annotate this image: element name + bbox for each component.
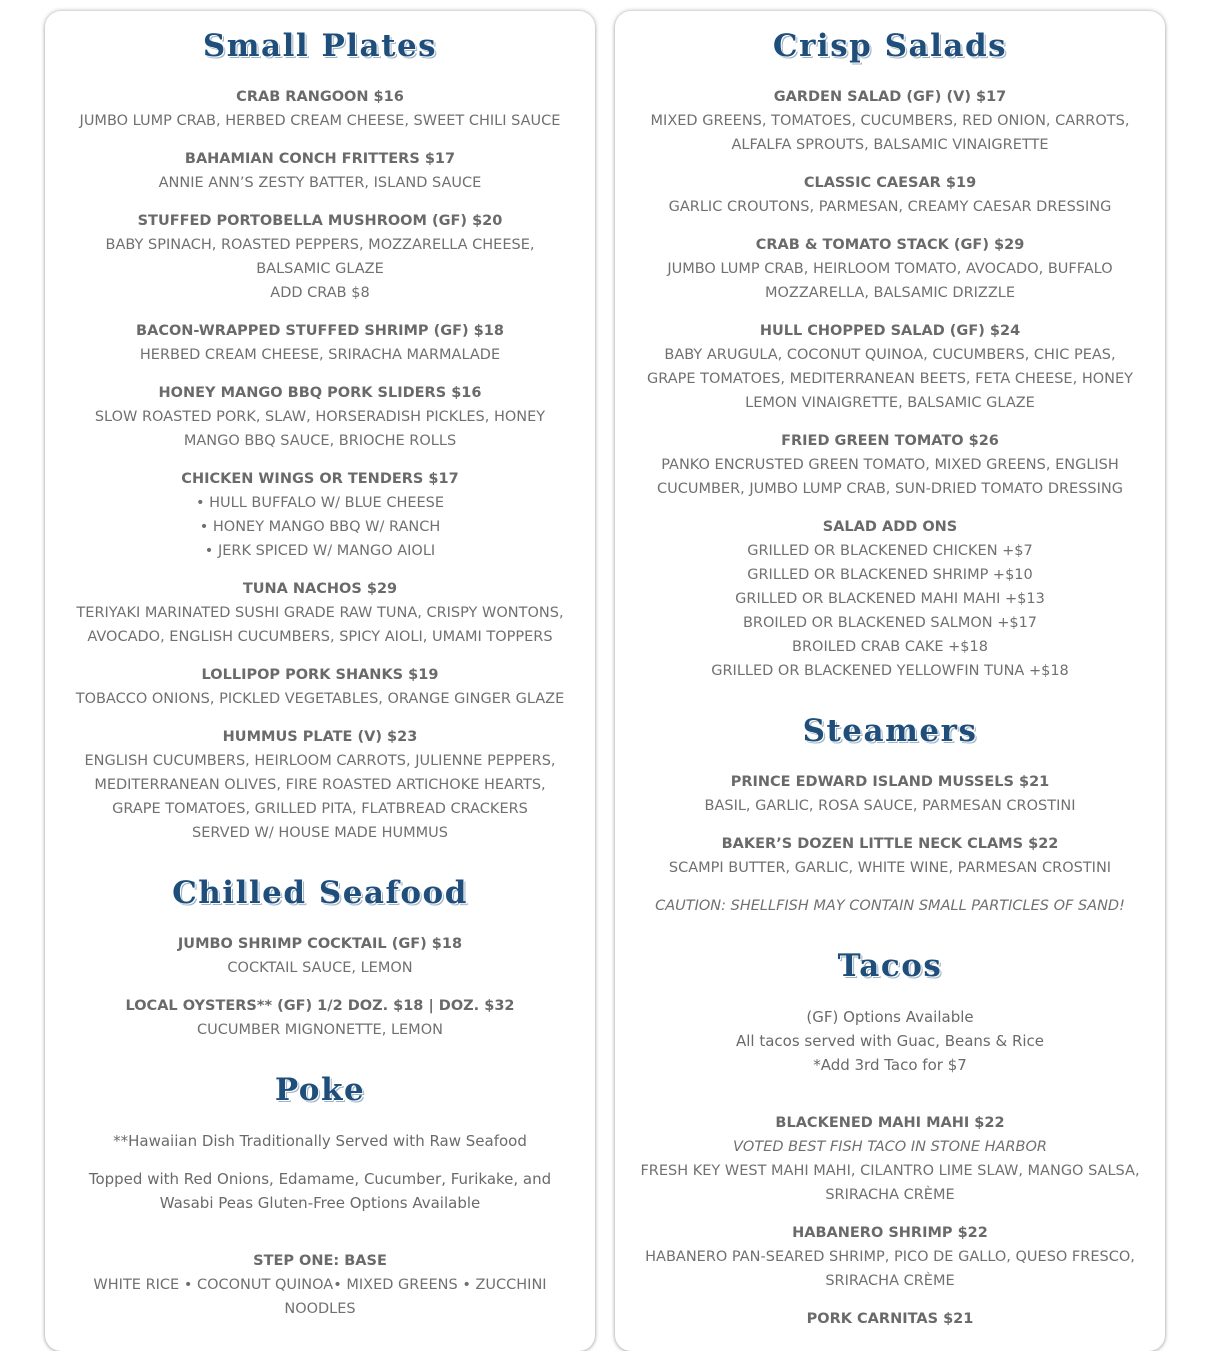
menu-item — [63, 932, 577, 980]
item-name: CRAB RANGOON $16 — [236, 89, 404, 105]
item-name: CHICKEN WINGS OR TENDERS $17 — [181, 471, 459, 487]
item-name: LOLLIPOP PORK SHANKS $19 — [201, 667, 439, 683]
item-description: CUCUMBER MIGNONETTE, LEMON — [197, 1022, 443, 1038]
item-description: MOZZARELLA, BALSAMIC DRIZZLE — [764, 285, 1016, 301]
step-options: WHITE RICE • COCONUT QUINOA• MIXED GREENS • ZUCCHINI — [93, 1277, 547, 1293]
item-option: • JERK SPICED W/ MANGO AIOLI — [204, 543, 436, 559]
item-name: GARDEN SALAD (GF) (V) $17 — [773, 89, 1007, 105]
item-name: HULL CHOPPED SALAD (GF) $24 — [759, 323, 1021, 339]
item-description: MANGO BBQ SAUCE, BRIOCHE ROLLS — [183, 433, 457, 449]
item-description: ENGLISH CUCUMBERS, HEIRLOOM CARROTS, JULIENNE PEPPERS, — [84, 753, 556, 769]
item-description: PANKO ENCRUSTED GREEN TOMATO, MIXED GREENS, ENGLISH — [661, 457, 1119, 473]
item-name: HABANERO SHRIMP $22 — [792, 1225, 988, 1241]
item-description: SLOW ROASTED PORK, SLAW, HORSERADISH PICKLES, HONEY — [94, 409, 546, 425]
item-description: BABY SPINACH, ROASTED PEPPERS, MOZZARELLA CHEESE, — [105, 237, 535, 253]
tacos-info-line: (GF) Options Available — [806, 1008, 974, 1026]
item-description: CUCUMBER, JUMBO LUMP CRAB, SUN-DRIED TOMATO DRESSING — [656, 481, 1123, 497]
poke-heading: Poke — [274, 1072, 366, 1108]
add-on-option: GRILLED OR BLACKENED CHICKEN +$7 — [747, 543, 1033, 559]
item-description: BABY ARUGULA, COCONUT QUINOA, CUCUMBERS, CHIC PEAS, — [664, 347, 1116, 363]
item-description: AVOCADO, ENGLISH CUCUMBERS, SPICY AIOLI, UMAMI TOPPERS — [87, 629, 553, 645]
menu-item — [633, 770, 1147, 818]
small-plates-heading: Small Plates — [202, 28, 438, 64]
tacos-info-line: All tacos served with Guac, Beans & Rice — [735, 1032, 1045, 1050]
spacer — [63, 1229, 577, 1249]
item-description: GARLIC CROUTONS, PARMESAN, CREAMY CAESAR DRESSING — [668, 199, 1112, 215]
poke-intro: **Hawaiian Dish Traditionally Served with Raw Seafood — [113, 1132, 527, 1150]
menu-item — [63, 467, 577, 563]
tacos-heading: Tacos — [837, 948, 943, 984]
menu-item — [63, 85, 577, 133]
menu-item — [63, 381, 577, 453]
menu-item — [633, 429, 1147, 501]
item-description: GRAPE TOMATOES, GRILLED PITA, FLATBREAD CRACKERS — [112, 801, 528, 817]
item-description: SERVED W/ HOUSE MADE HUMMUS — [192, 825, 448, 841]
item-name: SALAD ADD ONS — [822, 519, 958, 535]
menu-item — [63, 319, 577, 367]
item-name: TUNA NACHOS $29 — [242, 581, 398, 597]
item-name: BAHAMIAN CONCH FRITTERS $17 — [184, 151, 456, 167]
item-description: HABANERO PAN-SEARED SHRIMP, PICO DE GALLO, QUESO FRESCO, — [645, 1249, 1135, 1265]
salad-add-ons — [633, 515, 1147, 683]
shellfish-caution: CAUTION: SHELLFISH MAY CONTAIN SMALL PARTICLES OF SAND! — [655, 898, 1125, 914]
item-description: COCKTAIL SAUCE, LEMON — [227, 960, 413, 976]
step-options: NOODLES — [284, 1301, 356, 1317]
item-description: BASIL, GARLIC, ROSA SAUCE, PARMESAN CROSTINI — [704, 798, 1076, 814]
item-description: SRIRACHA CRÈME — [825, 1273, 955, 1289]
add-on-option: BROILED CRAB CAKE +$18 — [792, 639, 988, 655]
crisp-salads-heading: Crisp Salads — [772, 28, 1008, 64]
menu-item — [63, 209, 577, 305]
tacos-info — [633, 1005, 1147, 1077]
item-description: SCAMPI BUTTER, GARLIC, WHITE WINE, PARMESAN CROSTINI — [668, 860, 1112, 876]
menu-item — [633, 1221, 1147, 1293]
item-name: CRAB & TOMATO STACK (GF) $29 — [755, 237, 1025, 253]
item-name: STUFFED PORTOBELLA MUSHROOM (GF) $20 — [137, 213, 503, 229]
item-name: LOCAL OYSTERS** (GF) 1/2 DOZ. $18 | DOZ. $32 — [125, 998, 515, 1014]
item-description: SRIRACHA CRÈME — [825, 1187, 955, 1203]
menu-card-right — [615, 11, 1165, 1351]
item-description: ALFALFA SPROUTS, BALSAMIC VINAIGRETTE — [731, 137, 1049, 153]
item-description: HERBED CREAM CHEESE, SRIRACHA MARMALADE — [139, 347, 501, 363]
item-description: MIXED GREENS, TOMATOES, CUCUMBERS, RED ONION, CARROTS, — [650, 113, 1130, 129]
item-description: TOBACCO ONIONS, PICKLED VEGETABLES, ORANGE GINGER GLAZE — [75, 691, 565, 707]
item-option: • HULL BUFFALO W/ BLUE CHEESE — [195, 495, 445, 511]
add-on-option: BROILED OR BLACKENED SALMON +$17 — [742, 615, 1038, 631]
menu-item — [63, 663, 577, 711]
item-description: GRAPE TOMATOES, MEDITERRANEAN BEETS, FETA CHEESE, HONEY — [646, 371, 1133, 387]
steamers-heading: Steamers — [802, 713, 978, 749]
item-description: JUMBO LUMP CRAB, HERBED CREAM CHEESE, SWEET CHILI SAUCE — [79, 113, 561, 129]
spacer — [633, 1091, 1147, 1111]
poke-toppings-line: Topped with Red Onions, Edamame, Cucumber, Furikake, and — [88, 1170, 552, 1188]
menu-item — [633, 832, 1147, 880]
menu-item — [63, 1249, 577, 1321]
chilled-seafood-heading: Chilled Seafood — [172, 875, 468, 911]
item-description: TERIYAKI MARINATED SUSHI GRADE RAW TUNA, CRISPY WONTONS, — [76, 605, 564, 621]
item-name: JUMBO SHRIMP COCKTAIL (GF) $18 — [177, 936, 463, 952]
add-on-option: GRILLED OR BLACKENED YELLOWFIN TUNA +$18 — [711, 663, 1069, 679]
menu-item — [633, 1111, 1147, 1207]
add-on-option: GRILLED OR BLACKENED MAHI MAHI +$13 — [735, 591, 1045, 607]
item-description: LEMON VINAIGRETTE, BALSAMIC GLAZE — [745, 395, 1035, 411]
menu-item — [633, 233, 1147, 305]
poke-toppings — [63, 1167, 577, 1215]
tacos-info-line: *Add 3rd Taco for $7 — [813, 1056, 967, 1074]
item-description: FRESH KEY WEST MAHI MAHI, CILANTRO LIME SLAW, MANGO SALSA, — [640, 1163, 1140, 1179]
item-name: FRIED GREEN TOMATO $26 — [781, 433, 999, 449]
item-name: BLACKENED MAHI MAHI $22 — [775, 1115, 1005, 1131]
item-description: BALSAMIC GLAZE — [256, 261, 384, 277]
menu-item — [633, 319, 1147, 415]
menu-item — [633, 85, 1147, 157]
menu-item — [63, 725, 577, 845]
item-name: HUMMUS PLATE (V) $23 — [222, 729, 418, 745]
item-name: PORK CARNITAS $21 — [806, 1311, 974, 1327]
menu-item — [633, 1307, 1147, 1331]
item-name: BAKER’S DOZEN LITTLE NECK CLAMS $22 — [721, 836, 1059, 852]
item-description: MEDITERRANEAN OLIVES, FIRE ROASTED ARTICHOKE HEARTS, — [94, 777, 546, 793]
item-name: PRINCE EDWARD ISLAND MUSSELS $21 — [730, 774, 1050, 790]
menu-item — [63, 147, 577, 195]
item-award-note: VOTED BEST FISH TACO IN STONE HARBOR — [733, 1139, 1047, 1155]
poke-toppings-line: Wasabi Peas Gluten-Free Options Available — [159, 1194, 481, 1212]
step-name: STEP ONE: BASE — [253, 1253, 387, 1269]
menu-card-left — [45, 11, 595, 1351]
item-description: ANNIE ANN’S ZESTY BATTER, ISLAND SAUCE — [158, 175, 482, 191]
item-option: • HONEY MANGO BBQ W/ RANCH — [199, 519, 441, 535]
item-name: HONEY MANGO BBQ PORK SLIDERS $16 — [158, 385, 482, 401]
item-name: CLASSIC CAESAR $19 — [803, 175, 977, 191]
menu-item — [63, 577, 577, 649]
menu-item — [633, 171, 1147, 219]
item-description: JUMBO LUMP CRAB, HEIRLOOM TOMATO, AVOCADO, BUFFALO — [667, 261, 1113, 277]
item-add-on: ADD CRAB $8 — [270, 285, 370, 301]
add-on-option: GRILLED OR BLACKENED SHRIMP +$10 — [747, 567, 1033, 583]
item-name: BACON-WRAPPED STUFFED SHRIMP (GF) $18 — [136, 323, 504, 339]
menu-item — [63, 994, 577, 1042]
